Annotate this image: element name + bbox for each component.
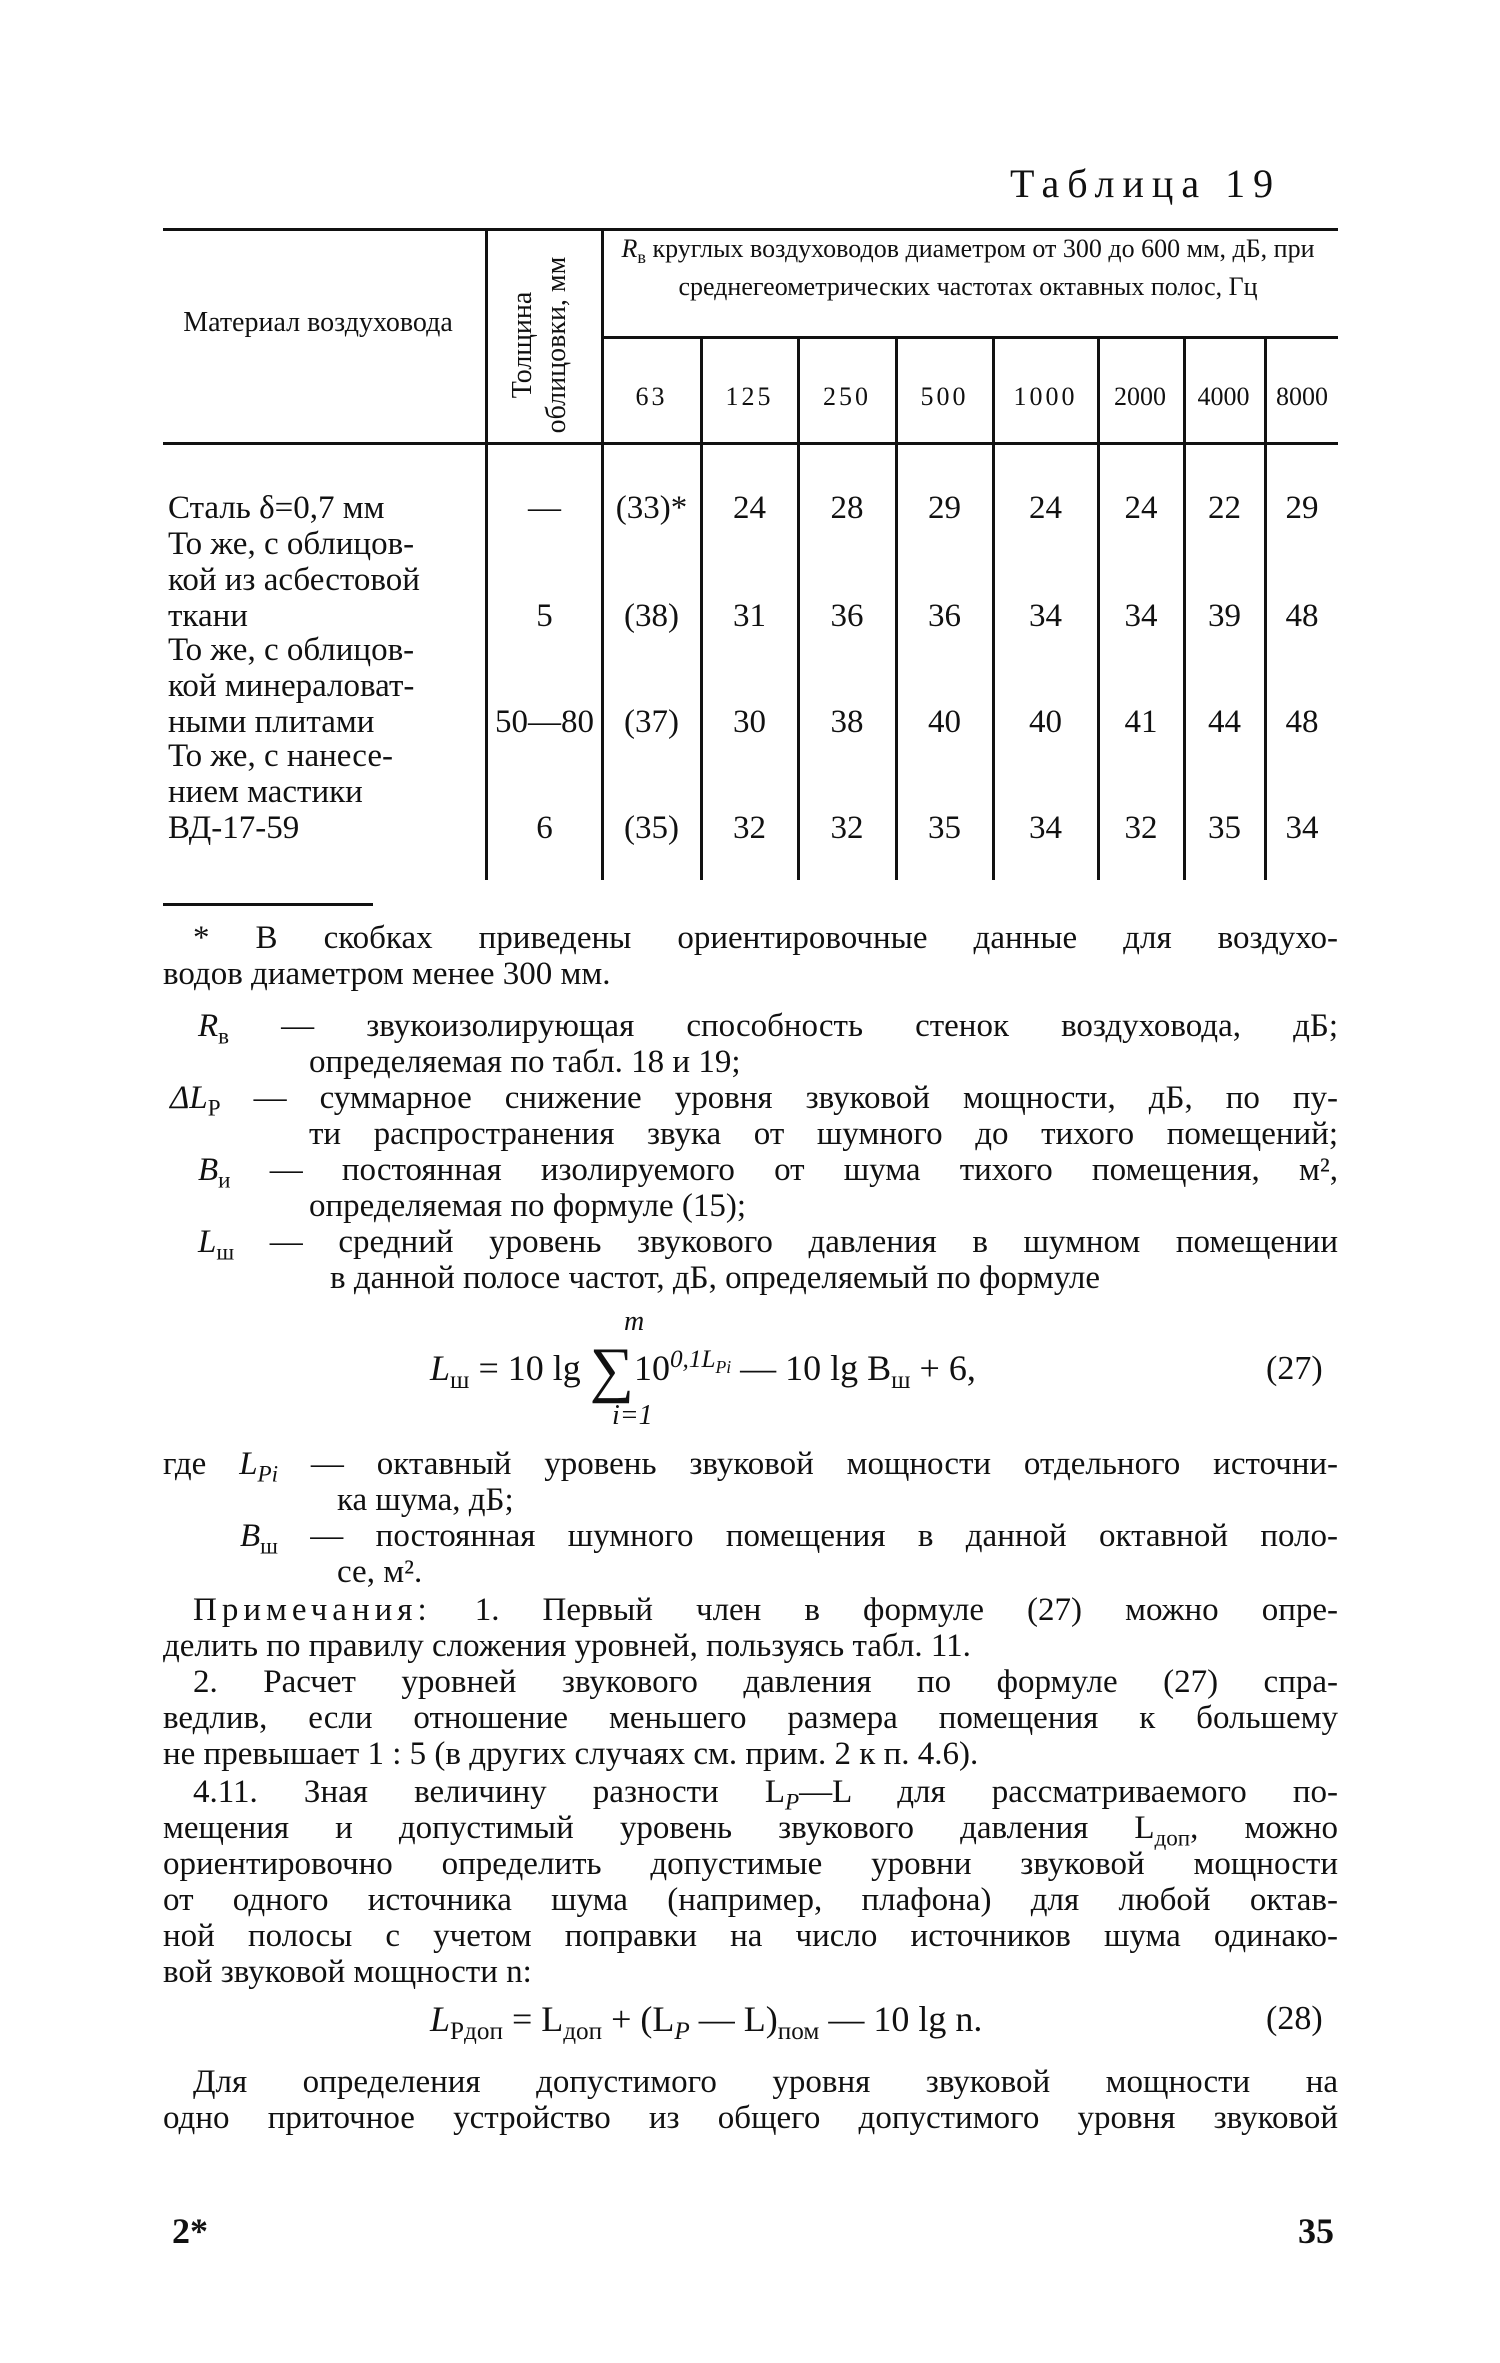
cell-value: 34 [1124,598,1158,634]
formula-text: = L [502,1999,564,2039]
formula-text: — 10 lg n. [819,1999,983,2039]
def-subscript: P [207,1094,221,1121]
equation-number: (28) [1266,2000,1323,2037]
formula-text: + 6, [910,1348,976,1388]
where-line: ка шума, дБ; [337,1482,514,1518]
formula-subscript: ш [450,1367,470,1395]
cell-value: 36 [830,598,864,634]
signature-mark: 2* [172,2211,208,2251]
where-subscript: ш [260,1532,278,1559]
cell-thickness: — [528,490,561,526]
row-material-line: ткани [168,598,248,634]
para-text: мещения и допустимый уровень звукового давления L [163,1810,1155,1846]
cell-value: 39 [1208,598,1241,634]
cell-value: 34 [1029,598,1062,634]
sigma-symbol: ∑ [589,1336,634,1404]
definition-line: определяемая по формуле (15); [309,1188,747,1224]
definition-line: в данной полосе частот, дБ, определяемый по формуле [330,1260,1100,1296]
table-header-bottom-rule [163,442,1338,445]
cell-value: 36 [928,598,961,634]
header-material: Материал воздуховода [183,307,453,338]
cell-value: 38 [830,704,864,740]
cell-value: 24 [733,490,766,526]
row-material-line: Сталь δ=0,7 мм [168,490,385,526]
row-material-line: кой минераловат- [168,668,415,704]
freq-header: 250 [823,382,871,411]
formula-27 [430,1336,976,1404]
cell-value: (37) [624,704,679,740]
cell-value: 35 [928,810,961,846]
cell-value: 41 [1124,704,1158,740]
where-prefix: где [163,1446,240,1482]
freq-header: 500 [920,382,969,411]
note-line: ведлив, если отношение меньшего размера помещения к большему [163,1700,1338,1736]
def-dash: — [230,1152,342,1188]
freq-header: 1000 [1013,382,1078,411]
cell-value: 48 [1285,598,1319,634]
table-top-rule [163,228,1338,231]
def-subscript: в [218,1022,230,1049]
notes-lead: Примечания: [193,1592,432,1628]
freq-header: 8000 [1276,382,1328,411]
note-line: делить по правилу сложения уровней, пользуясь табл. 11. [163,1628,971,1664]
cell-value: 44 [1208,704,1241,740]
paragraph-line: ориентировочно определить допустимые уровни звуковой мощности [163,1846,1338,1882]
header-thickness: Толщина облицовки, мм [507,256,572,434]
sum-upper-limit: m [624,1306,645,1337]
row-material [168,526,480,634]
footnote-rule [163,903,373,906]
def-text: постоянная изолируемого от шума тихого помещения, м², [341,1152,1338,1188]
header-rb [608,234,1328,302]
definition-line: ти распространения звука от шумного до тихого помещений; [309,1116,1338,1152]
formula-28 [430,1998,982,2046]
cell-value: 29 [1285,490,1319,526]
formula-exponent: 0,1L [669,1346,716,1373]
where-symbol: L [239,1446,258,1482]
note-line: 2. Расчет уровней звукового давления по формуле (27) спра- [193,1664,1338,1700]
cell-value: 34 [1029,810,1062,846]
footnote-line: * В скобках приведены ориентировочные данные для воздухо- [193,920,1338,956]
def-subscript: и [218,1166,231,1193]
formula-text: — L) [689,1999,778,2039]
note-line: не превышает 1 : 5 (в других случаях см. прим. 2 к п. 4.6). [163,1736,979,1772]
rb-subscript: в [637,247,646,268]
page-number: 35 [1298,2211,1334,2251]
paragraph-line: ной полосы с учетом поправки на число источников шума одинако- [163,1918,1338,1954]
cell-value: (35) [624,810,679,846]
row-material-line: То же, с нанесе- [168,738,393,774]
cell-value: 40 [928,704,961,740]
cell-value: 48 [1285,704,1319,740]
where-line: се, м². [337,1554,423,1590]
formula-symbol: L [430,1348,451,1388]
row-material [168,738,480,846]
formula-subscript: доп [563,2018,603,2046]
row-material-line: ными плитами [168,704,375,740]
def-dash: — [229,1008,367,1044]
cell-value: (38) [624,598,679,634]
table-caption: Таблица 19 [1010,161,1282,206]
cell-value: 32 [830,810,864,846]
rb-symbol: R [621,234,638,263]
row-material [168,632,480,740]
cell-value: 24 [1124,490,1158,526]
paragraph-line: одно приточное устройство из общего допустимого уровня звуковой [163,2100,1338,2136]
freq-header: 4000 [1197,382,1250,411]
freq-header: 2000 [1114,382,1166,411]
cell-thickness: 50—80 [495,704,594,740]
paragraph-line: Для определения допустимого уровня звуковой мощности на [193,2064,1338,2100]
row-material-line: нием мастики [168,774,363,810]
def-dash: — [234,1224,339,1260]
def-symbol: L [198,1224,217,1260]
cell-value: 40 [1029,704,1062,740]
where-subscript: Pi [257,1460,279,1487]
freq-header: 63 [635,382,668,411]
row-material-line: То же, с облицов- [168,526,415,562]
definition-line: определяемая по табл. 18 и 19; [309,1044,741,1080]
freq-header: 125 [725,382,774,411]
cell-value: 28 [830,490,864,526]
def-text: суммарное снижение уровня звуковой мощности, дБ, по пу- [319,1080,1338,1116]
def-symbol: B [198,1152,219,1188]
def-subscript: ш [216,1238,235,1265]
row-material-line: ВД-17-59 [168,810,300,846]
footnote-line: водов диаметром менее 300 мм. [163,956,611,992]
para-text: —L для рассматриваемого по- [799,1774,1338,1810]
note-line [193,1592,1338,1629]
formula-subscript: пом [777,2018,820,2046]
formula-symbol: L [430,1999,451,2039]
formula-text: = 10 lg [469,1348,590,1388]
def-text: звукоизолирующая способность стенок воздуховода, дБ; [366,1008,1338,1044]
sum-lower-limit: i=1 [612,1400,653,1431]
where-dash: — [278,1446,377,1482]
where-text: постоянная шумного помещения в данной октавной поло- [375,1518,1338,1554]
table-col-divider [601,230,604,880]
formula-subscript: Pдоп [450,2018,503,2046]
equation-number: (27) [1266,1350,1323,1387]
def-dash: — [220,1080,320,1116]
cell-value: (33)* [615,490,688,526]
cell-value: 32 [733,810,766,846]
def-symbol: ΔL [170,1080,208,1116]
note-text: 1. Первый член в формуле (27) можно опре- [431,1592,1338,1628]
formula-text: 10 [633,1348,670,1388]
cell-value: 30 [733,704,766,740]
para-text: , можно [1190,1810,1339,1846]
paragraph-line: вой звуковой мощности n: [163,1954,532,1990]
def-text: средний уровень звукового давления в шумном помещении [338,1224,1338,1260]
row-material-line: То же, с облицов- [168,632,415,668]
formula-text: — 10 lg B [731,1348,892,1388]
formula-text: + (L [602,1999,675,2039]
cell-value: 22 [1208,490,1241,526]
formula-subscript: P [674,2018,690,2046]
cell-thickness: 5 [536,598,553,634]
para-text: 4.11. Зная величину разности L [193,1774,786,1810]
def-symbol: R [198,1008,219,1044]
where-dash: — [277,1518,376,1554]
cell-value: 35 [1208,810,1241,846]
cell-value: 31 [733,598,766,634]
cell-value: 32 [1124,810,1158,846]
formula-subscript: ш [891,1367,911,1395]
cell-value: 34 [1285,810,1319,846]
where-text: октавный уровень звуковой мощности отдельного источни- [376,1446,1338,1482]
formula-exponent-sub: Pi [715,1357,732,1378]
rb-description: круглых воздуховодов диаметром от 300 до 600 мм, дБ, при среднегеометрических частотах октавных полос, Гц [652,234,1315,302]
para-subscript: P [785,1788,800,1815]
where-symbol: B [240,1518,261,1554]
cell-value: 24 [1029,490,1062,526]
cell-value: 29 [928,490,961,526]
row-material-line: кой из асбестовой [168,562,420,598]
row-material [168,490,480,526]
para-subscript: доп [1154,1824,1191,1851]
paragraph-line: от одного источника шума (например, плафона) для любой октав- [163,1882,1338,1918]
table-header-mid-rule [603,336,1338,339]
cell-thickness: 6 [536,810,553,846]
